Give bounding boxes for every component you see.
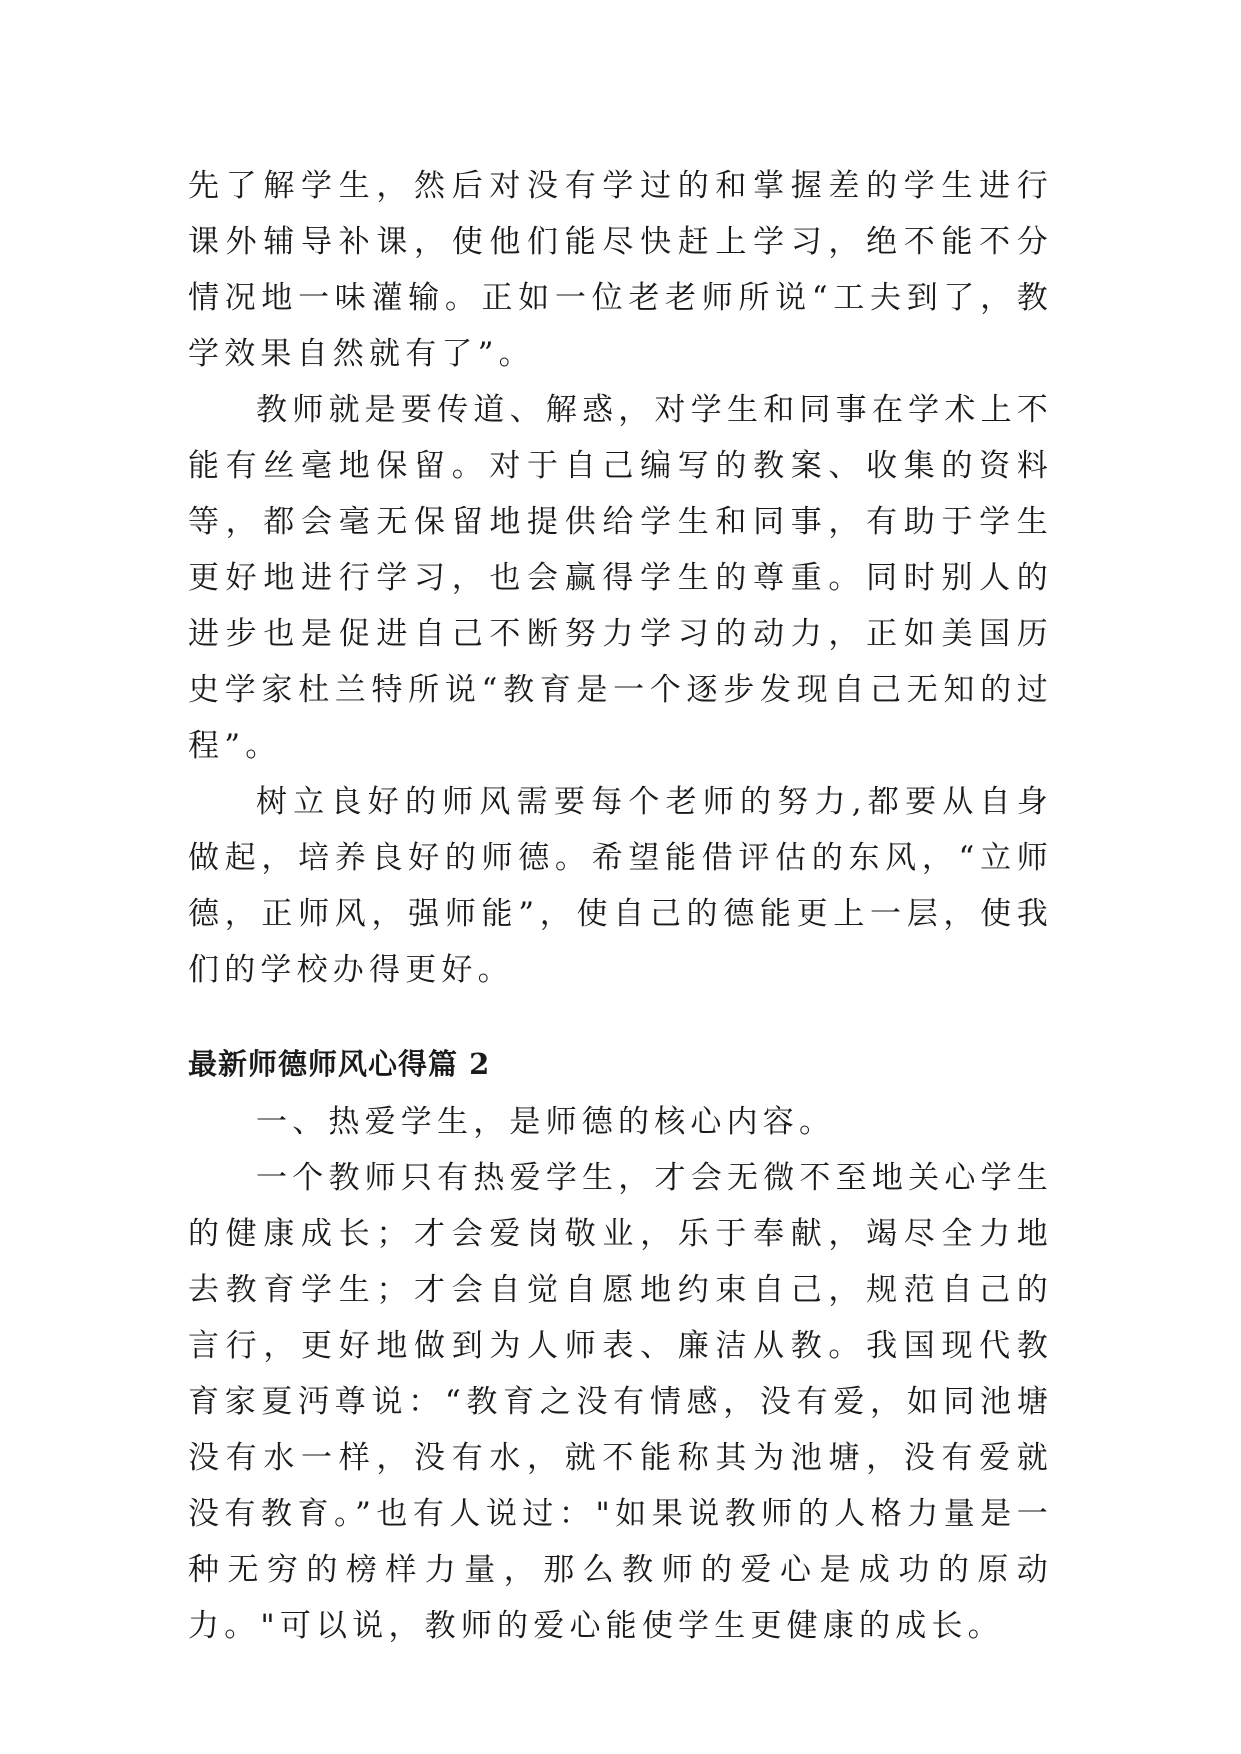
paragraph-point-one: 一、热爱学生，是师德的核心内容。 [256, 1104, 836, 1140]
paragraph-continuation: 先了解学生，然后对没有学过的和掌握差的学生进行课外辅导补课，使他们能尽快赶上学习，绝不能不分情况地一味灌输。正如一位老老师所说“工夫到了，教学效果自然就有了”。 [188, 168, 1053, 372]
paragraph-teacher-ethics: 树立良好的师风需要每个老师的努力,都要从自身做起，培养良好的师德。希望能借评估的东风，“立师德，正师风，强师能”，使自己的德能更上一层，使我们的学校办得更好。 [188, 784, 1053, 988]
section-heading: 最新师德师风心得篇 2 [188, 1047, 491, 1081]
paragraph-love-students: 一个教师只有热爱学生，才会无微不至地关心学生的健康成长；才会爱岗敬业，乐于奉献，竭尽全力地去教育学生；才会自觉自愿地约束自己，规范自己的言行，更好地做到为人师表、廉洁从教。我国现代教育家夏沔尊说：“教育之没有情感，没有爱，如同池塘没有水一样，没有水，就不能称其为池塘，没有爱就没有教育。”也有人说过："如果说教师的人格力量是一种无穷的榜样力量，那么教师的爱心是成功的原动力。"可以说，教师的爱心能使学生更健康的成长。 [188, 1160, 1053, 1644]
paragraph-teaching-sharing: 教师就是要传道、解惑，对学生和同事在学术上不能有丝毫地保留。对于自己编写的教案、收集的资料等，都会毫无保留地提供给学生和同事，有助于学生更好地进行学习，也会赢得学生的尊重。同时别人的进步也是促进自己不断努力学习的动力，正如美国历史学家杜兰特所说“教育是一个逐步发现自己无知的过程”。 [188, 392, 1053, 764]
document-page [188, 158, 1053, 1654]
